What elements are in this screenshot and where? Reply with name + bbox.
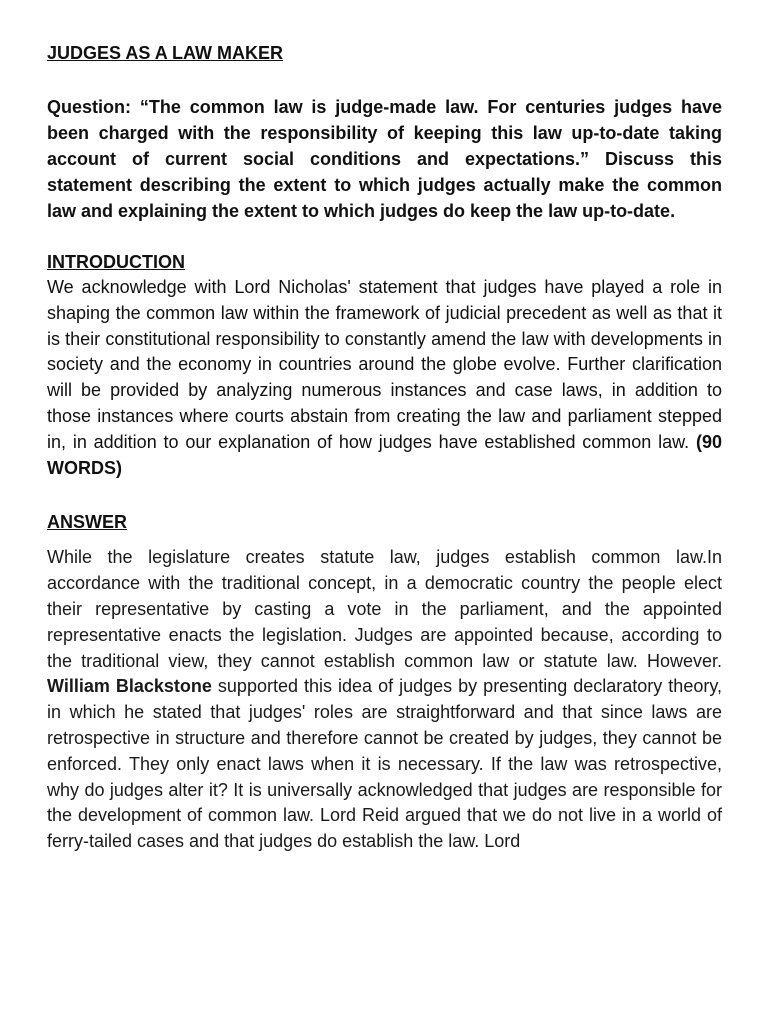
- introduction-paragraph: [47, 275, 722, 481]
- word-count: (90 WORDS): [47, 431, 722, 478]
- question-paragraph: Question: “The common law is judge-made law. For centuries judges have been charged with the responsibility of keeping this law up-to-date taking account of current social conditions and expectations.” Discuss this statement describing the extent to which judges actually make the common law and explaining the extent to which judges do keep the law up-to-date.: [47, 97, 722, 221]
- document-page: [47, 40, 722, 855]
- answer-body-part2: supported this idea of judges by presenting declaratory theory, in which he stated that judges' roles are straightforward and that since laws are retrospective in structure and therefore cannot be created by judges, they cannot be enforced. They only enact laws when it is necessary. If the law was retrospective, why do judges alter it? It is universally acknowledged that judges are responsible for the development of common law. Lord Reid argued that we do not live in a world of ferry-tailed cases and that judges do establish the law. Lord: [47, 676, 723, 852]
- document-title: JUDGES AS A LAW MAKER: [47, 43, 284, 63]
- answer-paragraph: [47, 545, 722, 855]
- highlighted-name: William Blackstone: [47, 676, 212, 697]
- answer-body-part1: While the legislature creates statute law, judges establish common law.In accordance with the traditional concept, in a democratic country the people elect their representative by casting a vote in the parliament, and the appointed representative enacts the legislation. Judges are appointed because, according to the traditional view, they cannot establish common law or statute law. However.: [47, 547, 722, 671]
- answer-heading: ANSWER: [47, 512, 127, 533]
- introduction-heading: INTRODUCTION: [47, 252, 185, 272]
- introduction-body: We acknowledge with Lord Nicholas' statement that judges have played a role in shaping the common law within the framework of judicial precedent as well as that it is their constitutional responsibility to constantly amend the law with developments in society and the economy in countries around the globe evolve. Further clarification will be provided by analyzing numerous instances and case laws, in addition to those instances where courts abstain from creating the law and parliament stepped in, in addition to our explanation of how judges have established common law.: [47, 277, 722, 452]
